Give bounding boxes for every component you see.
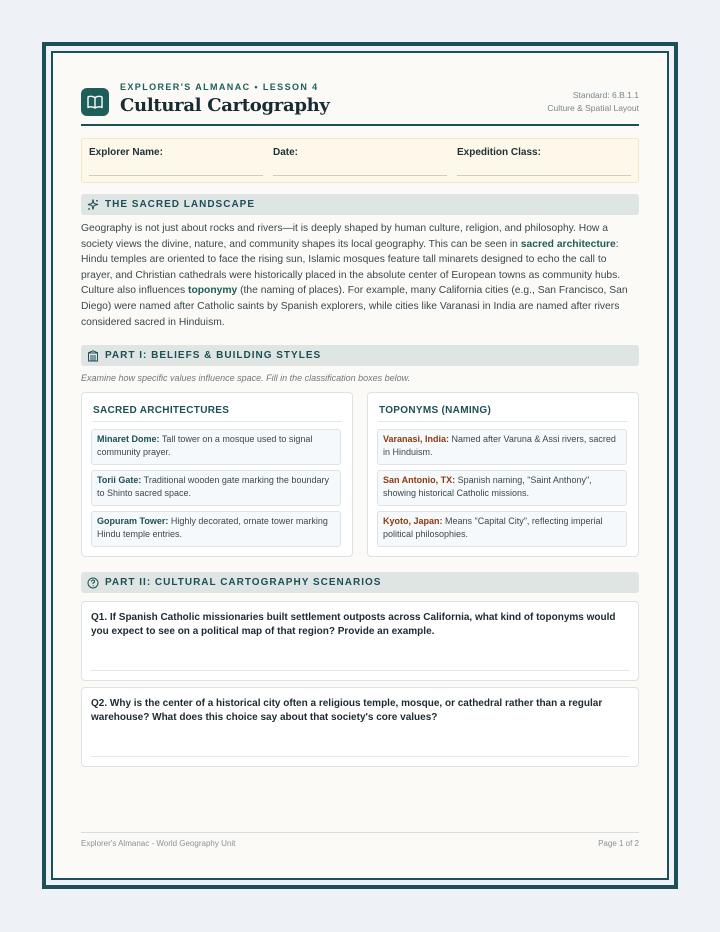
section-part-2 [81,572,639,593]
building-icon [85,350,101,362]
page-title: Cultural Cartography [120,95,330,116]
worksheet-header [81,79,639,126]
footer-unit: Explorer's Almanac - World Geography Unit [81,839,236,848]
classification-box [91,429,341,465]
explorer-name-field[interactable] [89,175,263,176]
intro-paragraph [81,221,639,330]
definition: Named after Varuna & Assi rivers, sacred in Hinduism. [383,434,616,457]
date-field[interactable] [273,175,447,176]
section-title: PART II: CULTURAL CARTOGRAPHY SCENARIOS [105,577,382,588]
standard-subtitle: Culture & Spatial Layout [547,103,639,113]
answer-1-line[interactable] [91,670,629,671]
student-info-box [81,138,639,183]
date-label: Date: [273,147,299,158]
intro-text-1: Geography is not just about rocks and rivers—it is deeply shaped by human culture, religion, and philosophy. How a society views the divine, nature, and community shapes its local geography. This can be seen in [81,223,608,250]
worksheet-page [81,79,639,848]
term: Torii Gate: [97,475,142,485]
standard-code: Standard: 6.B.1.1 [572,90,639,100]
intro-text-2: : Hindu temples are oriented to face the rising sun, Islamic mosques feature tall minarets designed to echo the call to prayer, and Christian cathedrals were historically placed in the absolute center of European towns as community hubs. Culture also influences [81,238,621,297]
part-1-instructions: Examine how specific values influence space. Fill in the classification boxes below. [81,373,411,383]
standard-info [547,89,639,115]
keyword-sacred-architecture: sacred architecture [520,238,616,250]
section-sacred-landscape [81,194,639,215]
sacred-architectures-card [81,392,353,557]
definition: Traditional wooden gate marking the boundary to Shinto sacred space. [97,475,329,498]
definition: Tall tower on a mosque used to signal community prayer. [97,434,313,457]
definition: Spanish naming, "Saint Anthony", showing historical Catholic missions. [383,475,592,498]
card-title: TOPONYMS (NAMING) [379,405,492,416]
expedition-class-label: Expedition Class: [457,147,541,158]
explorer-name-label: Explorer Name: [89,147,163,158]
definition: Means "Capital City", reflecting imperial political philosophies. [383,516,603,539]
question-1-box [81,601,639,681]
page-number: Page 1 of 2 [598,839,639,848]
section-title: THE SACRED LANDSCAPE [105,199,256,210]
book-icon [81,88,109,116]
section-title: PART I: BELIEFS & BUILDING STYLES [105,350,322,361]
toponyms-card [367,392,639,557]
brand [81,79,330,116]
intro-text-3: (the naming of places). For example, many California cities (e.g., San Francisco, San Diego) were named after Catholic saints by Spanish explorers, while cities like Varanasi in India are named after rivers considered sacred in Hinduism. [81,285,628,328]
classification-box [377,429,627,465]
divider [92,421,342,422]
term: Minaret Dome: [97,434,160,444]
classification-box [91,470,341,506]
expedition-class-field[interactable] [457,175,631,176]
keyword-toponymy: toponymy [188,285,238,297]
question-2-text: Q2. Why is the center of a historical city often a religious temple, mosque, or cathedral rather than a regular warehouse? What does this choice say about that society's core values? [91,698,603,723]
page-footer [81,832,639,848]
question-2-box [81,687,639,767]
classification-box [91,511,341,547]
lesson-kicker: EXPLORER'S ALMANAC • LESSON 4 [120,82,319,92]
classification-box [377,470,627,506]
divider [378,421,628,422]
question-icon [85,577,101,589]
term: San Antonio, TX: [383,475,456,485]
question-1-text: Q1. If Spanish Catholic missionaries built settlement outposts across California, what kind of toponyms would you expect to see on a political map of that region? Provide an example. [91,612,616,637]
card-title: SACRED ARCHITECTURES [93,405,230,416]
section-part-1 [81,345,639,366]
classification-box [377,511,627,547]
term: Gopuram Tower: [97,516,169,526]
brand-text [120,79,330,116]
term: Varanasi, India: [383,434,450,444]
answer-2-line[interactable] [91,756,629,757]
definition: Highly decorated, ornate tower marking Hindu temple entries. [97,516,328,539]
term: Kyoto, Japan: [383,516,443,526]
sparkle-icon [85,199,101,211]
